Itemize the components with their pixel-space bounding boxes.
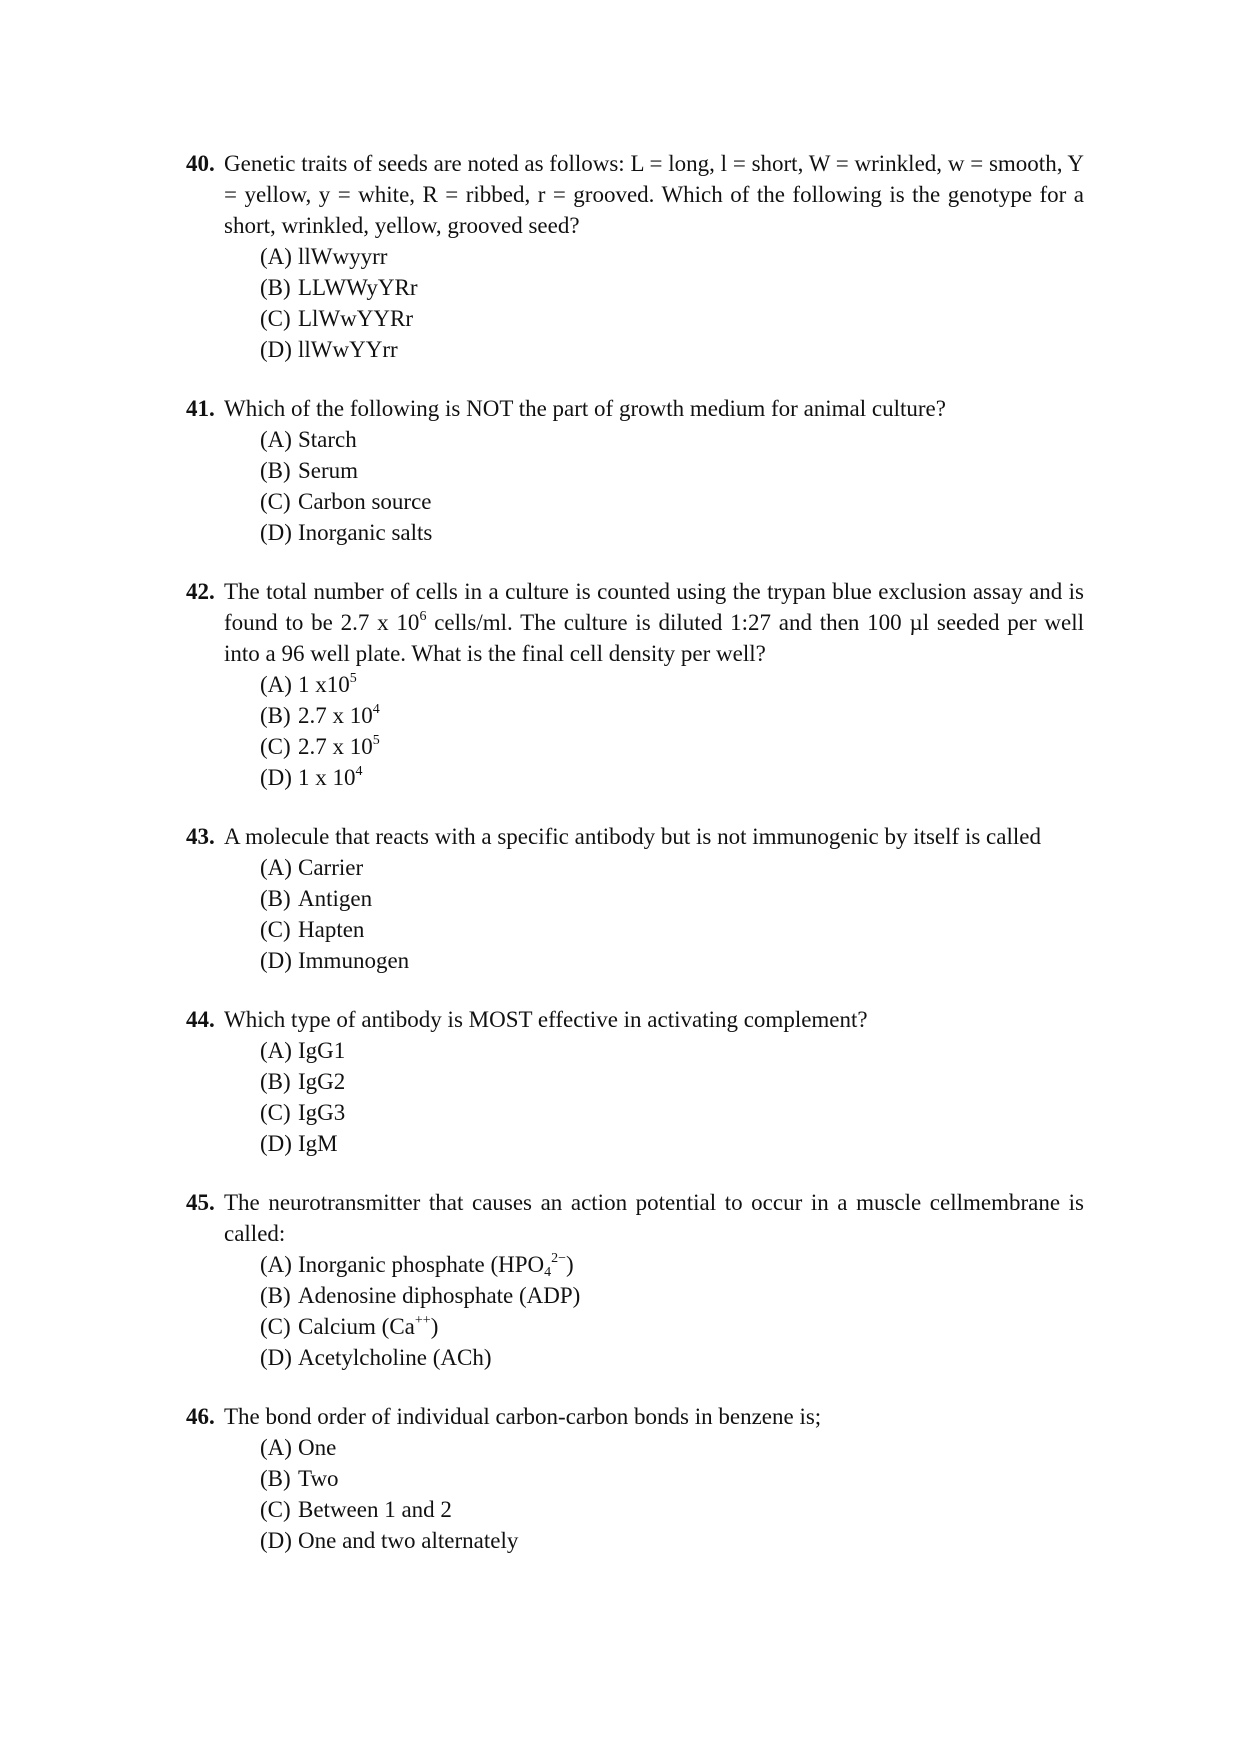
option-text: 1 x 10 [298,765,356,790]
exponent: 5 [372,733,380,748]
option-a[interactable] [186,1249,1084,1280]
question-42 [186,576,1084,793]
option-d[interactable] [186,334,1084,365]
question-45 [186,1187,1084,1373]
option-text: 1 x10 [298,672,350,697]
question-number: 41. [186,396,215,421]
question-text-part: Which type of antibody is MOST effective in activating complement? [224,1007,868,1032]
option-label: (C) [260,1100,291,1125]
question-text-part: The neurotransmitter that causes an action potential to occur in a muscle cellmembrane is called: [224,1190,1084,1246]
option-label: (B) [260,1283,291,1308]
question-stem [186,148,1084,241]
option-label: (D) [260,1131,292,1156]
exponent: 6 [419,609,427,624]
question-number: 42. [186,579,215,604]
option-text: 2.7 x 10 [298,703,373,728]
option-b[interactable] [186,455,1084,486]
option-label: (D) [260,948,292,973]
option-text: IgG1 [298,1038,346,1063]
option-list [186,1432,1084,1556]
question-text [224,821,1084,852]
option-d[interactable] [186,945,1084,976]
option-list [186,852,1084,976]
option-label: (B) [260,1466,291,1491]
question-number: 44. [186,1007,215,1032]
option-text: One [298,1435,337,1460]
question-stem [186,1187,1084,1249]
option-text: Immunogen [298,948,410,973]
option-label: (B) [260,886,291,911]
option-b[interactable] [186,1066,1084,1097]
question-text [224,148,1084,241]
option-d[interactable] [186,1525,1084,1556]
question-text-part: Genetic traits of seeds are noted as follows: L = long, l = short, W = wrinkled, w = smooth, Y = yellow, y = white, R = ribbed, r = grooved. Which of the following is the genotype for a short, wrinkled, yellow, grooved seed? [224,151,1084,238]
option-d[interactable] [186,1128,1084,1159]
question-stem [186,1004,1084,1035]
option-text: One and two alternately [298,1528,519,1553]
option-label: (A) [260,427,292,452]
exponent: 4 [355,764,363,779]
option-text: Calcium (Ca [298,1314,415,1339]
option-label: (C) [260,489,291,514]
option-label: (D) [260,337,292,362]
question-text-part: A molecule that reacts with a specific antibody but is not immunogenic by itself is called [224,824,1041,849]
option-d[interactable] [186,517,1084,548]
question-41 [186,393,1084,548]
option-a[interactable] [186,669,1084,700]
exponent: 4 [372,702,380,717]
option-label: (D) [260,1528,292,1553]
question-43 [186,821,1084,976]
option-label: (D) [260,765,292,790]
question-stem [186,393,1084,424]
option-b[interactable] [186,700,1084,731]
option-c[interactable] [186,1097,1084,1128]
option-text: Starch [298,427,357,452]
question-text [224,576,1084,669]
option-label: (C) [260,306,291,331]
option-label: (B) [260,1069,291,1094]
option-text: Acetylcholine (ACh) [298,1345,492,1370]
option-label: (B) [260,458,291,483]
charge-superscript: 2− [551,1251,567,1266]
option-text: IgG3 [298,1100,346,1125]
option-b[interactable] [186,883,1084,914]
option-label: (A) [260,855,292,880]
question-46 [186,1401,1084,1556]
question-text [224,1004,1084,1035]
option-label: (C) [260,1497,291,1522]
option-list [186,241,1084,365]
option-a[interactable] [186,852,1084,883]
question-text [224,1401,1084,1432]
option-text: Adenosine diphosphate (ADP) [298,1283,581,1308]
option-label: (B) [260,275,291,300]
option-text: Carbon source [298,489,432,514]
option-d[interactable] [186,762,1084,793]
option-b[interactable] [186,1463,1084,1494]
option-c[interactable] [186,486,1084,517]
question-number: 40. [186,151,215,176]
option-text: 2.7 x 10 [298,734,373,759]
option-text: LLWWyYRr [298,275,418,300]
option-label: (D) [260,520,292,545]
option-a[interactable] [186,1035,1084,1066]
option-label: (A) [260,672,292,697]
question-text-part: cells/ml. The culture is diluted 1:27 and then 100 µl seeded per well into a 96 well plate. What is the final cell density per well? [224,610,1084,666]
option-text: Between 1 and 2 [298,1497,452,1522]
question-number: 43. [186,824,215,849]
question-number: 46. [186,1404,215,1429]
option-d[interactable] [186,1342,1084,1373]
option-c[interactable] [186,731,1084,762]
option-c[interactable] [186,1494,1084,1525]
question-text [224,393,1084,424]
option-label: (D) [260,1345,292,1370]
option-b[interactable] [186,1280,1084,1311]
charge-superscript: ++ [414,1313,431,1328]
option-text: Carrier [298,855,364,880]
option-a[interactable] [186,424,1084,455]
option-text: Hapten [298,917,365,942]
question-text-part: The total number of cells in a culture is counted using the trypan blue exclusion assay and is found to be 2.7 x 10 [224,579,1084,635]
option-text: Inorganic salts [298,520,433,545]
option-label: (C) [260,1314,291,1339]
option-label: (B) [260,703,291,728]
option-c[interactable] [186,1311,1084,1342]
option-text: llWwyyrr [298,244,388,269]
question-text-part: The bond order of individual carbon-carbon bonds in benzene is; [224,1404,822,1429]
option-text: Antigen [298,886,373,911]
option-label: (C) [260,917,291,942]
option-list [186,1249,1084,1373]
option-b[interactable] [186,272,1084,303]
option-text: IgM [298,1131,338,1156]
subscript: 4 [544,1265,552,1280]
option-text: ) [566,1252,574,1277]
option-text: Inorganic phosphate (HPO [298,1252,545,1277]
question-44 [186,1004,1084,1159]
option-text: Two [298,1466,339,1491]
question-text-part: Which of the following is NOT the part of growth medium for animal culture? [224,396,946,421]
option-text: ) [430,1314,439,1339]
option-text: llWwYYrr [298,337,398,362]
option-text: IgG2 [298,1069,346,1094]
option-a[interactable] [186,1432,1084,1463]
question-list [186,148,1084,1584]
option-label: (A) [260,1435,292,1460]
option-label: (A) [260,244,292,269]
option-label: (A) [260,1252,292,1277]
option-text: Serum [298,458,359,483]
question-stem [186,1401,1084,1432]
option-c[interactable] [186,914,1084,945]
option-list [186,424,1084,548]
option-text: LlWwYYRr [298,306,413,331]
question-text [224,1187,1084,1249]
question-stem [186,821,1084,852]
exponent: 5 [349,671,357,686]
option-label: (A) [260,1038,292,1063]
option-list [186,1035,1084,1159]
question-40 [186,148,1084,365]
question-stem [186,576,1084,669]
option-list [186,669,1084,793]
question-number: 45. [186,1190,215,1215]
option-label: (C) [260,734,291,759]
option-a[interactable] [186,241,1084,272]
option-c[interactable] [186,303,1084,334]
